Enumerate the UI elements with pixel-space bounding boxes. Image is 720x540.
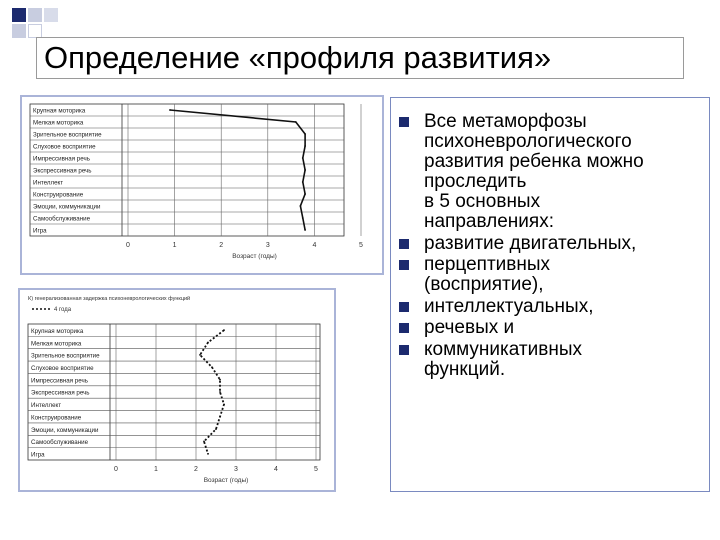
chart-tick-label: 3 xyxy=(234,466,238,473)
chart-legend-label: 4 года xyxy=(54,307,72,313)
bullet-marker xyxy=(399,323,409,333)
corner-square-light xyxy=(12,24,26,38)
chart-category-label: Конструирование xyxy=(31,414,82,422)
bullet-text-line: проследить xyxy=(424,171,527,192)
chart-category-label: Импрессивная речь xyxy=(31,377,88,385)
chart-category-label: Мелкая моторика xyxy=(33,119,84,127)
chart-data-point xyxy=(302,181,304,183)
chart-data-point xyxy=(211,366,213,368)
chart-tick-label: 0 xyxy=(126,242,130,249)
chart-category-label: Крупная моторика xyxy=(33,107,86,115)
chart-tick-label: 4 xyxy=(274,466,278,473)
bullet-text-line: направлениях: xyxy=(424,211,554,232)
bullet-marker xyxy=(399,239,409,249)
chart-category-label: Эмоции, коммуникации xyxy=(31,426,99,434)
chart-data-point xyxy=(304,133,306,135)
chart-category-label: Эмоции, коммуникации xyxy=(33,203,101,211)
corner-square-dark xyxy=(12,8,26,22)
chart-category-label: Самообслуживание xyxy=(33,215,91,223)
chart-tick-label: 1 xyxy=(172,242,177,249)
chart-tick-label: 3 xyxy=(265,242,270,249)
chart-data-point xyxy=(304,145,306,147)
chart-data-point xyxy=(199,354,201,356)
profile-chart-2 xyxy=(20,290,334,490)
chart-title: К) генерализованная задержка психоневрологических функций xyxy=(28,296,191,302)
chart-category-label: Импрессивная речь xyxy=(33,155,90,163)
bullet-text-line: функций. xyxy=(424,358,506,380)
chart-tick-label: 2 xyxy=(219,242,224,249)
chart-data-point xyxy=(223,329,225,331)
bullet-panel xyxy=(390,97,710,492)
bullet-marker xyxy=(399,117,409,127)
bullet-marker xyxy=(399,260,409,270)
chart-data-point xyxy=(304,193,306,195)
chart-tick-label: 0 xyxy=(114,466,118,473)
chart-category-label: Слуховое восприятие xyxy=(33,143,96,151)
chart-data-point xyxy=(302,217,304,219)
chart-data-point xyxy=(207,342,209,344)
profile-chart-1 xyxy=(22,97,382,273)
chart-category-label: Экспрессивная речь xyxy=(33,167,92,175)
chart-data-point xyxy=(207,453,209,455)
corner-square-white xyxy=(28,24,42,38)
chart-category-label: Игра xyxy=(33,227,47,235)
bullet-marker xyxy=(399,302,409,312)
chart-data-point xyxy=(219,391,221,393)
chart-category-label: Игра xyxy=(31,451,45,459)
bullet-text-line: коммуникативных xyxy=(424,338,582,360)
corner-square-light xyxy=(44,8,58,22)
chart-tick-label: 5 xyxy=(359,242,363,249)
corner-square-light xyxy=(28,8,42,22)
chart-data-point xyxy=(304,229,306,231)
bullet-text-line: перцептивных xyxy=(424,254,551,275)
chart-tick-label: 1 xyxy=(154,466,158,473)
chart-data-point xyxy=(219,379,221,381)
chart-data-point xyxy=(169,109,171,111)
chart-category-label: Слуховое восприятие xyxy=(31,364,94,372)
chart-category-label: Зрительное восприятие xyxy=(33,131,102,139)
chart-category-label: Экспрессивная речь xyxy=(31,389,90,397)
chart-data-point xyxy=(203,441,205,443)
chart-tick-label: 4 xyxy=(312,242,317,249)
bullet-text-line: (восприятие), xyxy=(424,274,544,295)
bullet-text-line: развитие двигательных, xyxy=(424,232,637,254)
chart-category-label: Мелкая моторика xyxy=(31,340,82,348)
bullet-text-line: интеллектуальных, xyxy=(424,295,594,317)
chart-category-label: Интеллект xyxy=(31,402,62,410)
chart-category-label: Интеллект xyxy=(33,179,64,187)
chart-data-point xyxy=(295,121,297,123)
chart-x-axis-label: Возраст (годы) xyxy=(232,253,277,260)
profile-chart-1-frame xyxy=(20,95,384,275)
bullet-text-line: психоневрологического xyxy=(424,131,632,152)
chart-data-point xyxy=(302,157,304,159)
bullet-text-line: в 5 основных xyxy=(424,191,541,212)
bullet-text-line: развития ребенка можно xyxy=(424,151,644,172)
bullet-text-line: речевых и xyxy=(424,317,515,338)
chart-category-label: Крупная моторика xyxy=(31,327,84,335)
chart-x-axis-label: Возраст (годы) xyxy=(203,477,249,484)
chart-tick-label: 2 xyxy=(194,466,198,473)
profile-chart-2-frame xyxy=(18,288,336,492)
chart-category-label: Самообслуживание xyxy=(31,439,89,447)
chart-data-point xyxy=(219,416,221,418)
chart-category-label: Зрительное восприятие xyxy=(31,352,100,360)
chart-data-point xyxy=(223,403,225,405)
chart-data-point xyxy=(304,169,306,171)
chart-tick-label: 5 xyxy=(314,466,318,473)
chart-data-point xyxy=(215,428,217,430)
bullet-marker xyxy=(399,345,409,355)
slide-title: Определение «профиля развития» xyxy=(44,40,552,75)
chart-category-label: Конструирование xyxy=(33,191,84,199)
chart-data-point xyxy=(300,205,302,207)
bullet-text-line: Все метаморфозы xyxy=(424,111,587,132)
